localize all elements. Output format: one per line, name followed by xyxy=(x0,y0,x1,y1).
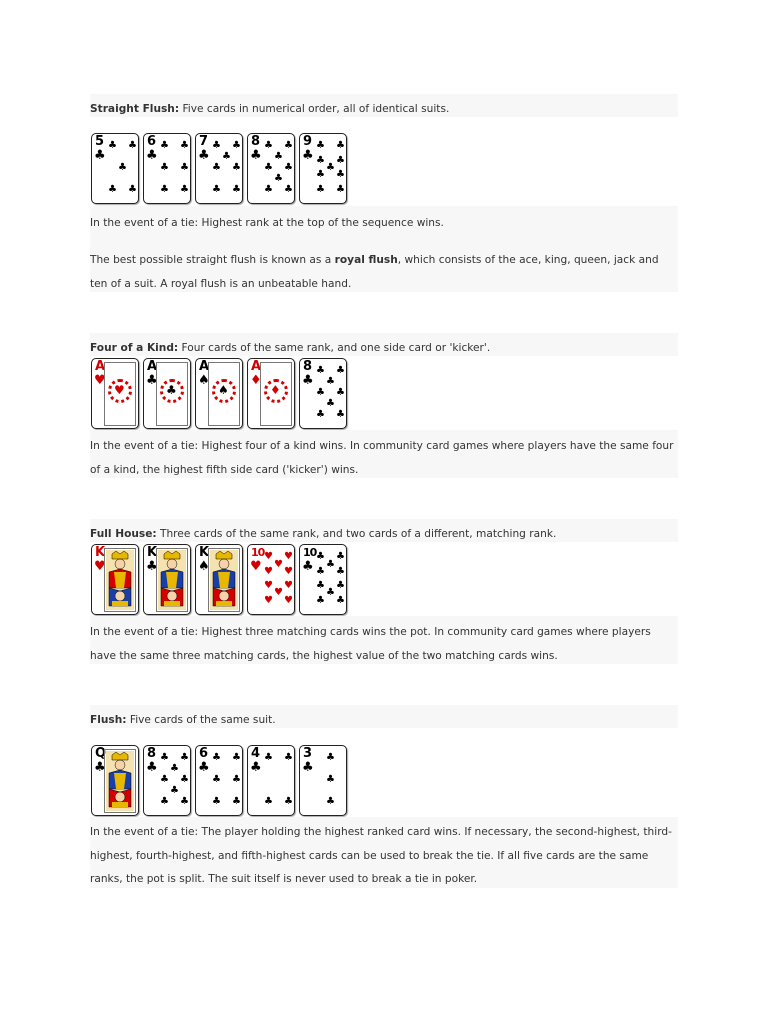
club-icon: ♣ xyxy=(94,760,106,775)
club-icon: ♣ xyxy=(264,140,273,151)
hand-description: Five cards in numerical order, all of identical suits. xyxy=(179,103,450,115)
hand-name: Straight Flush: xyxy=(90,103,180,115)
card-rank: 10 xyxy=(303,546,317,559)
club-icon: ♣ xyxy=(212,774,221,785)
club-icon: ♣ xyxy=(160,796,169,807)
playing-card xyxy=(299,745,347,816)
playing-card xyxy=(91,133,139,204)
playing-card xyxy=(143,544,191,615)
flush-tie-rule: In the event of a tie: The player holding the highest ranked card wins. If necessary, the second-highest, third-highest, fourth-highest, and fifth-highest cards can be used to break the tie. If all five cards are the same ranks, the pot is split. The suit itself is never used to break a tie in poker. xyxy=(90,826,672,885)
card-rank: K xyxy=(199,545,210,560)
card-face xyxy=(312,362,345,424)
club-icon: ♣ xyxy=(212,140,221,151)
playing-card xyxy=(299,133,347,204)
club-icon: ♣ xyxy=(326,587,335,598)
heart-icon: ♥ xyxy=(114,383,125,397)
club-icon: ♣ xyxy=(326,162,335,173)
playing-card xyxy=(91,745,139,816)
club-icon: ♣ xyxy=(336,155,345,166)
card-rank: 8 xyxy=(251,134,261,149)
club-icon: ♣ xyxy=(232,140,241,151)
court-figure-icon xyxy=(106,751,134,811)
club-icon: ♣ xyxy=(336,566,345,577)
club-icon: ♣ xyxy=(336,365,345,376)
club-icon: ♣ xyxy=(326,559,335,570)
club-icon: ♣ xyxy=(316,365,325,376)
club-icon: ♣ xyxy=(170,763,179,774)
hand-name: Full House: xyxy=(90,528,157,540)
card-face xyxy=(104,137,137,199)
club-icon: ♣ xyxy=(232,184,241,195)
club-icon: ♣ xyxy=(274,173,283,184)
club-icon: ♣ xyxy=(284,162,293,173)
card-face xyxy=(208,548,240,612)
card-face xyxy=(260,137,293,199)
club-icon: ♣ xyxy=(160,774,169,785)
club-icon: ♣ xyxy=(326,376,335,387)
heart-icon: ♥ xyxy=(94,373,106,388)
card-face xyxy=(312,749,342,811)
heart-icon: ♥ xyxy=(264,595,273,606)
card-face xyxy=(260,362,292,426)
club-icon: ♣ xyxy=(180,796,189,807)
club-icon: ♣ xyxy=(160,162,169,173)
playing-card xyxy=(195,745,243,816)
heart-icon: ♥ xyxy=(284,551,293,562)
card-rank: 3 xyxy=(303,746,313,761)
playing-card xyxy=(247,133,295,204)
club-icon: ♣ xyxy=(212,184,221,195)
club-icon: ♣ xyxy=(180,184,189,195)
card-face xyxy=(208,749,241,811)
club-icon: ♣ xyxy=(284,796,293,807)
heart-icon: ♥ xyxy=(264,551,273,562)
hand-name: Flush: xyxy=(90,714,127,726)
card-face xyxy=(156,548,188,612)
playing-card xyxy=(195,358,243,429)
club-icon: ♣ xyxy=(212,796,221,807)
club-icon: ♣ xyxy=(316,387,325,398)
club-icon: ♣ xyxy=(284,140,293,151)
diamond-icon: ♦ xyxy=(250,373,262,388)
four-of-a-kind-tie-rule: In the event of a tie: Highest four of a kind wins. In community card games where players have the same four of a kind, the highest fifth side card ('kicker') wins. xyxy=(90,440,674,476)
club-icon: ♣ xyxy=(336,595,345,606)
club-icon: ♣ xyxy=(284,184,293,195)
club-icon: ♣ xyxy=(146,760,158,775)
club-icon: ♣ xyxy=(198,148,210,163)
card-face xyxy=(312,137,345,199)
club-icon: ♣ xyxy=(146,148,158,163)
card-rank: K xyxy=(147,545,158,560)
four-of-a-kind-cards xyxy=(91,358,351,429)
card-face xyxy=(260,749,293,811)
club-icon: ♣ xyxy=(128,140,137,151)
club-icon: ♣ xyxy=(336,580,345,591)
club-icon: ♣ xyxy=(326,796,335,807)
heart-icon: ♥ xyxy=(94,559,106,574)
heart-icon: ♥ xyxy=(264,580,273,591)
spade-icon: ♠ xyxy=(198,373,210,388)
full-house-tie-rule: In the event of a tie: Highest three matching cards wins the pot. In community card games where players have the same three matching cards, the highest value of the two matching cards wins. xyxy=(90,626,651,662)
club-icon: ♣ xyxy=(128,184,137,195)
club-icon: ♣ xyxy=(316,184,325,195)
club-icon: ♣ xyxy=(264,184,273,195)
club-icon: ♣ xyxy=(302,559,314,574)
club-icon: ♣ xyxy=(336,387,345,398)
heart-icon: ♥ xyxy=(274,559,283,570)
card-rank: A xyxy=(147,359,158,374)
club-icon: ♣ xyxy=(326,752,335,763)
card-rank: A xyxy=(199,359,210,374)
club-icon: ♣ xyxy=(326,398,335,409)
heart-icon: ♥ xyxy=(250,559,262,574)
club-icon: ♣ xyxy=(250,148,262,163)
club-icon: ♣ xyxy=(170,785,179,796)
club-icon: ♣ xyxy=(232,162,241,173)
full-house-cards xyxy=(91,544,351,615)
playing-card xyxy=(299,358,347,429)
four-of-a-kind-heading xyxy=(90,337,680,361)
card-face xyxy=(156,362,188,426)
club-icon: ♣ xyxy=(316,595,325,606)
playing-card xyxy=(247,745,295,816)
card-rank: 6 xyxy=(147,134,157,149)
club-icon: ♣ xyxy=(232,752,241,763)
club-icon: ♣ xyxy=(264,796,273,807)
card-face xyxy=(156,137,189,199)
playing-card xyxy=(195,133,243,204)
card-rank: A xyxy=(251,359,262,374)
club-icon: ♣ xyxy=(222,151,231,162)
straight-flush-cards xyxy=(91,133,351,204)
card-face xyxy=(104,749,136,813)
club-icon: ♣ xyxy=(284,752,293,763)
playing-card xyxy=(143,133,191,204)
club-icon: ♣ xyxy=(316,155,325,166)
club-icon: ♣ xyxy=(336,551,345,562)
heart-icon: ♥ xyxy=(274,587,283,598)
club-icon: ♣ xyxy=(264,162,273,173)
court-figure-icon xyxy=(106,550,134,610)
club-icon: ♣ xyxy=(108,184,117,195)
heart-icon: ♥ xyxy=(264,566,273,577)
royal-flush-note: The best possible straight flush is known as a royal flush, which consists of the ace, king, queen, jack and ten of a suit. A royal flush is an unbeatable hand. xyxy=(90,254,659,290)
club-icon: ♣ xyxy=(180,140,189,151)
playing-card xyxy=(91,544,139,615)
card-rank: 9 xyxy=(303,134,313,149)
club-icon: ♣ xyxy=(108,140,117,151)
card-rank: 8 xyxy=(303,359,313,374)
club-icon: ♣ xyxy=(212,162,221,173)
club-icon: ♣ xyxy=(180,162,189,173)
club-icon: ♣ xyxy=(336,184,345,195)
card-rank: 4 xyxy=(251,746,261,761)
playing-card xyxy=(195,544,243,615)
card-face xyxy=(156,749,189,811)
royal-flush-term: royal flush xyxy=(334,254,398,266)
card-face xyxy=(312,548,345,610)
full-house-heading xyxy=(90,523,680,547)
card-face xyxy=(260,548,293,610)
club-icon: ♣ xyxy=(198,760,210,775)
playing-card xyxy=(247,358,295,429)
club-icon: ♣ xyxy=(180,752,189,763)
straight-flush-heading xyxy=(90,98,680,122)
club-icon: ♣ xyxy=(146,559,158,574)
club-icon: ♣ xyxy=(302,373,314,388)
card-rank: 6 xyxy=(199,746,209,761)
spade-icon: ♠ xyxy=(198,559,210,574)
card-rank: K xyxy=(95,545,106,560)
card-face xyxy=(104,362,136,426)
club-icon: ♣ xyxy=(160,140,169,151)
club-icon: ♣ xyxy=(274,151,283,162)
card-rank: 10 xyxy=(251,546,265,559)
diamond-icon: ♦ xyxy=(270,383,281,397)
club-icon: ♣ xyxy=(94,148,106,163)
club-icon: ♣ xyxy=(212,752,221,763)
club-icon: ♣ xyxy=(316,580,325,591)
club-icon: ♣ xyxy=(316,409,325,420)
straight-flush-tie-rule: In the event of a tie: Highest rank at the top of the sequence wins. xyxy=(90,217,444,229)
playing-card xyxy=(91,358,139,429)
playing-card xyxy=(247,544,295,615)
club-icon: ♣ xyxy=(166,383,177,397)
card-rank: 8 xyxy=(147,746,157,761)
card-face xyxy=(104,548,136,612)
hand-description: Three cards of the same rank, and two cards of a different, matching rank. xyxy=(156,528,557,540)
hand-description: Four cards of the same rank, and one side card or 'kicker'. xyxy=(178,342,491,354)
card-rank: 7 xyxy=(199,134,209,149)
card-face xyxy=(208,137,241,199)
hand-name: Four of a Kind: xyxy=(90,342,179,354)
club-icon: ♣ xyxy=(180,774,189,785)
club-icon: ♣ xyxy=(316,566,325,577)
hand-description: Five cards of the same suit. xyxy=(126,714,276,726)
court-figure-icon xyxy=(210,550,238,610)
card-rank: A xyxy=(95,359,106,374)
club-icon: ♣ xyxy=(160,752,169,763)
club-icon: ♣ xyxy=(336,169,345,180)
club-icon: ♣ xyxy=(146,373,158,388)
playing-card xyxy=(143,358,191,429)
club-icon: ♣ xyxy=(160,184,169,195)
heart-icon: ♥ xyxy=(284,566,293,577)
club-icon: ♣ xyxy=(316,140,325,151)
club-icon: ♣ xyxy=(336,140,345,151)
playing-card xyxy=(299,544,347,615)
card-face xyxy=(208,362,240,426)
club-icon: ♣ xyxy=(232,774,241,785)
card-rank: 5 xyxy=(95,134,105,149)
club-icon: ♣ xyxy=(326,774,335,785)
court-figure-icon xyxy=(158,550,186,610)
club-icon: ♣ xyxy=(302,760,314,775)
flush-heading xyxy=(90,709,680,733)
flush-cards xyxy=(91,745,351,816)
club-icon: ♣ xyxy=(232,796,241,807)
spade-icon: ♠ xyxy=(218,383,229,397)
playing-card xyxy=(143,745,191,816)
club-icon: ♣ xyxy=(302,148,314,163)
club-icon: ♣ xyxy=(316,169,325,180)
club-icon: ♣ xyxy=(118,162,127,173)
card-rank: Q xyxy=(95,746,107,761)
club-icon: ♣ xyxy=(336,409,345,420)
heart-icon: ♥ xyxy=(284,580,293,591)
heart-icon: ♥ xyxy=(284,595,293,606)
club-icon: ♣ xyxy=(264,752,273,763)
club-icon: ♣ xyxy=(250,760,262,775)
club-icon: ♣ xyxy=(316,551,325,562)
